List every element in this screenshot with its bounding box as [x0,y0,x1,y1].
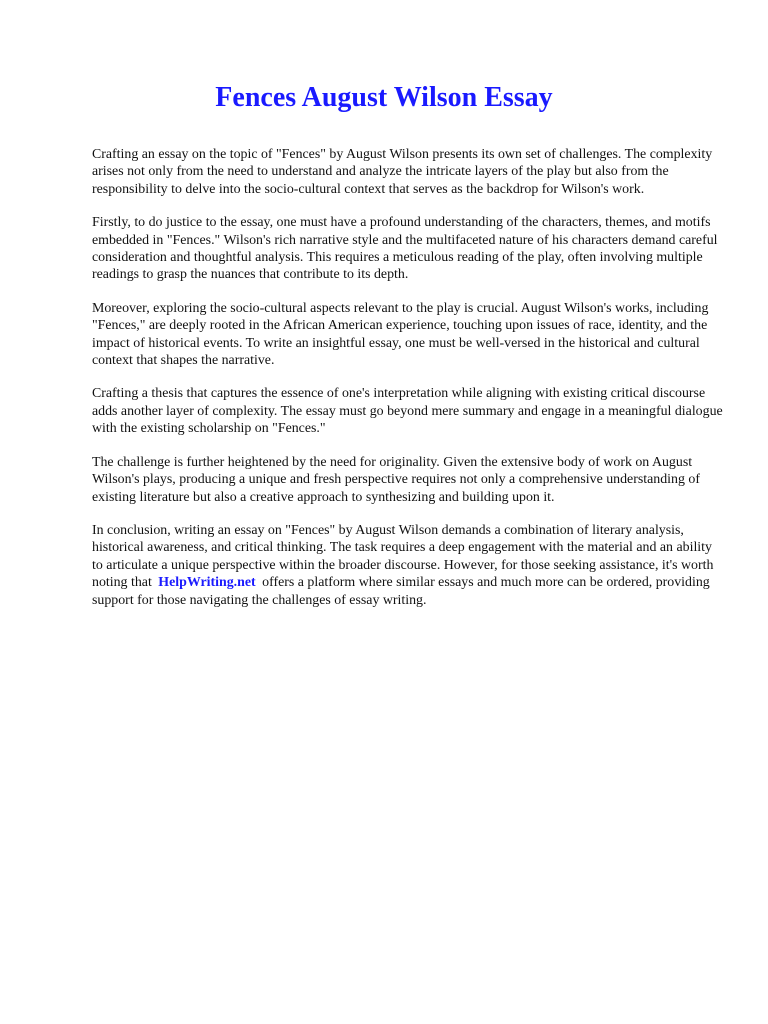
paragraph-understanding: Firstly, to do justice to the essay, one must have a profound understanding of the characters, themes, and motifs embedded in "Fences." Wilson's rich narrative style and the multifaceted nature of his characters demand careful consideration and thoughtful analysis. This requires a meticulous reading of the play, often involving multiple readings to grasp the nuances that contribute to its depth. [92,215,718,283]
paragraph-originality: The challenge is further heightened by the need for originality. Given the extensive body of work on August Wilson's plays, producing a unique and fresh perspective requires not only a comprehensive understanding of existing literature but also a creative approach to synthesizing and building upon it. [92,454,700,505]
helpwriting-link[interactable]: HelpWriting.net [158,575,256,591]
paragraph-conclusion [92,522,724,609]
essay-body [92,146,724,625]
paragraph-intro: Crafting an essay on the topic of "Fences" by August Wilson presents its own set of challenges. The complexity arises not only from the need to understand and analyze the intricate layers of the play but also from the responsibility to delve into the socio-cultural context that serves as the backdrop for Wilson's work. [92,147,713,197]
paragraph-socio-cultural: Moreover, exploring the socio-cultural aspects relevant to the play is crucial. August Wilson's works, including "Fences," are deeply rooted in the African American experience, touching upon issues of race, identity, and the impact of historical events. To write an insightful essay, one must be well-versed in the historical and cultural context that shapes the narrative. [92,300,709,369]
page-title: Fences August Wilson Essay [215,82,553,113]
conclusion-text-after-link: offers a platform where similar essays and much more can be ordered, providing support for those navigating the challenges of essay writing. [92,575,710,608]
paragraph-thesis: Crafting a thesis that captures the essence of one's interpretation while aligning with existing critical discourse adds another layer of complexity. The essay must go beyond mere summary and engage in a meaningful dialogue with the existing scholarship on "Fences." [92,386,723,437]
conclusion-text-before-link: In conclusion, writing an essay on "Fences" by August Wilson demands a combination of literary analysis, historical awareness, and critical thinking. The task requires a deep engagement with the material and an ability to articulate a unique perspective within the broader discourse. However, for those seeking assistance, it's worth noting that [92,522,714,591]
